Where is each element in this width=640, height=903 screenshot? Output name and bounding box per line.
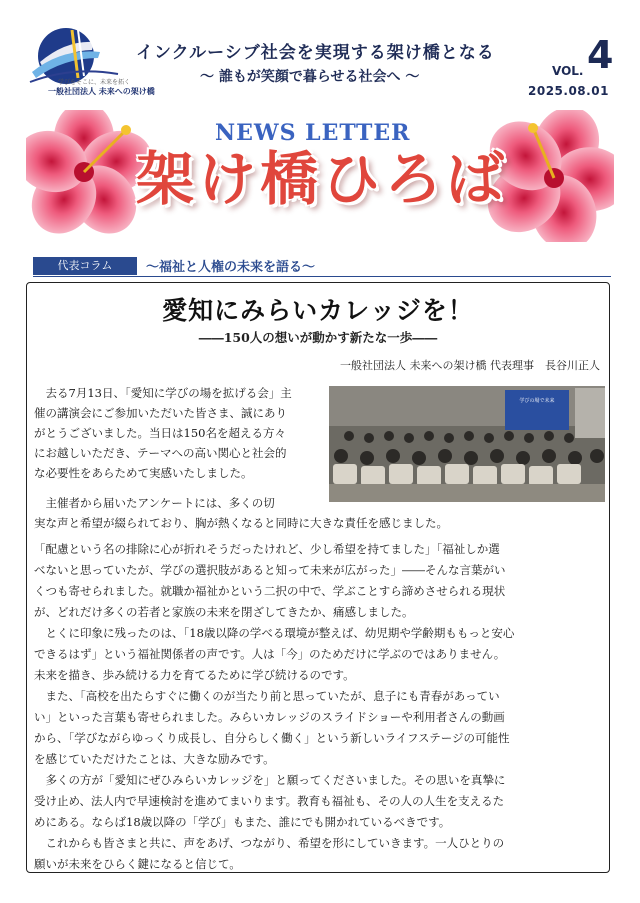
article-line: 主催者から届いたアンケートには、多くの切	[34, 496, 275, 510]
article-line: べないと思っていたが、学びの選択肢があると知って未来が広がった」――そんな言葉がい	[34, 563, 506, 577]
lecture-photo	[329, 386, 605, 502]
newsletter-label: NEWS LETTER	[215, 120, 411, 146]
article-line: を感じていただけたことは、大きな励みです。	[34, 752, 275, 766]
issue-date: 2025.08.01	[528, 84, 609, 98]
article-line: できるはず」という福祉関係者の声です。人は「今」のためだけに学ぶのではありません。	[34, 647, 506, 661]
mission-subline: 〜 誰もが笑顔で暮らせる社会へ 〜	[200, 69, 420, 85]
article-line: くつも寄せられました。就職か福祉かという二択の中で、学ぶことすら諦めさせられる現状	[34, 584, 506, 598]
article-line: また、「高校を出たらすぐに働くのが当たり前と思っていたが、息子にも青春があってい	[34, 689, 500, 703]
article-line: い」といった言葉も寄せられました。みらいカレッジのスライドショーや利用者さんの動画	[34, 710, 505, 724]
article-line: 多くの方が「愛知にぜひみらいカレッジを」と願ってくださいました。その思いを真摯に	[34, 773, 506, 787]
column-divider	[33, 276, 611, 277]
article-line: これからも皆さまと共に、声をあげ、つながり、希望を形にしていきます。一人ひとりの	[34, 836, 505, 850]
svg-text:学びの場で未来: 学びの場で未来	[519, 398, 555, 404]
article-line: 催の講演会にご参加いただいた皆さま、誠にあり	[34, 406, 287, 420]
volume-label: VOL.	[552, 64, 584, 78]
article-subtitle: ――150人の想いが動かす新たな一歩――	[198, 330, 438, 345]
column-tag: 代表コラム	[33, 257, 137, 275]
projection-screen	[505, 390, 569, 430]
article-title: 愛知にみらいカレッジを！	[162, 296, 474, 325]
column-subtitle: 〜福祉と人権の未来を語る〜	[146, 260, 316, 275]
article-line: 願いが未来をひらく鍵になると信じて。	[34, 857, 241, 871]
article-line: から、「学びながらゆっくり成長し、自分らしく働く」という新しいライフステージの可能性	[34, 731, 510, 745]
article-line: めにある。ならば18歳以降の「学び」もまた、誰にでも開かれているべきです。	[34, 815, 451, 829]
article-author: 一般社団法人 未来への架け橋 代表理事 長谷川正人	[340, 359, 600, 372]
article-line: 実な声と希望が綴られており、胸が熱くなると同時に大きな責任を感じました。	[34, 516, 448, 530]
logo-organization-name: 一般社団法人 未来への架け橋	[48, 87, 155, 96]
article-line: とくに印象に残ったのは、「18歳以降の学べる環境が整えば、幼児期や学齢期ももっと安心	[34, 626, 515, 640]
article-line: な必要性をあらためて実感いたしました。	[34, 466, 253, 480]
mission-headline: インクルーシブ社会を実現する架け橋となる	[136, 43, 495, 63]
article-line: 受け止め、法人内で早速検討を進めてまいります。教育も福祉も、その人の人生を支えるた	[34, 794, 505, 808]
article-line: 去る7月13日、「愛知に学びの場を拡げる会」主	[34, 386, 292, 400]
volume-number: 4	[587, 33, 614, 77]
logo-tagline: 学びをそこに、未来を拓く	[58, 79, 131, 86]
article-line: 「配慮という名の排除に心が折れそうだったけれど、少し希望を持てました」「福祉しか選	[34, 542, 500, 556]
article-line: が、どれだけ多くの若者と家族の未来を閉ざしてきたか、痛感しました。	[34, 605, 414, 619]
article-line: にお越しいただき、テーマへの高い関心と社会的	[34, 446, 287, 460]
newsletter-title: 架け橋ひろば	[135, 145, 508, 213]
article-line: 未来を描き、歩み続ける力を育てるために学び続けるのです。	[34, 668, 355, 682]
article-line: がとうございました。当日は150名を超える方々	[34, 426, 286, 440]
